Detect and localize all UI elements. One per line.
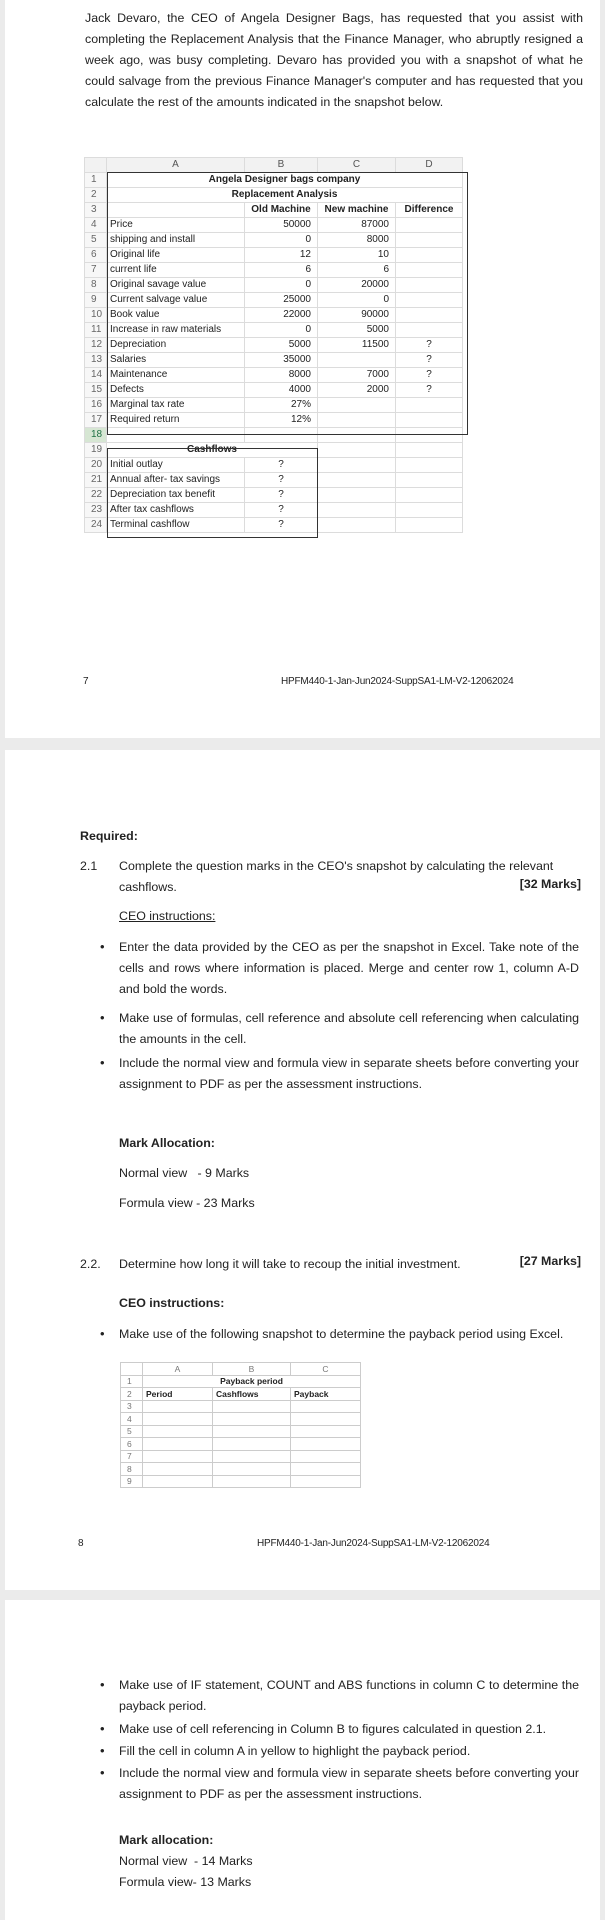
payback-title: Payback period xyxy=(143,1375,361,1388)
row-number: 1 xyxy=(121,1375,143,1388)
row-number: 4 xyxy=(85,217,107,232)
replacement-analysis-snapshot xyxy=(84,157,463,533)
question-2-1-text-cont: cashflows. xyxy=(119,880,177,894)
new-machine-value: 6 xyxy=(318,262,396,277)
row-label: Maintenance xyxy=(107,367,245,382)
sheet-row xyxy=(85,322,463,337)
cell xyxy=(213,1475,291,1488)
cashflow-label: Depreciation tax benefit xyxy=(107,487,245,502)
cashflow-value: ? xyxy=(245,502,318,517)
row-number: 11 xyxy=(85,322,107,337)
page3-bullet-1: Make use of IF statement, COUNT and ABS functions in column C to determine the payback period. xyxy=(119,1678,579,1713)
ceo-instructions-heading-2: CEO instructions: xyxy=(119,1296,225,1310)
sheet-row xyxy=(85,187,463,202)
cell xyxy=(291,1475,361,1488)
difference-value xyxy=(396,307,463,322)
normal-view-marks-2: Normal view - 14 Marks xyxy=(119,1854,253,1868)
old-machine-value: 22000 xyxy=(245,307,318,322)
row-number: 15 xyxy=(85,382,107,397)
difference-value xyxy=(396,277,463,292)
sheet-row xyxy=(85,412,463,427)
row-number: 1 xyxy=(85,172,107,187)
row-number: 9 xyxy=(85,292,107,307)
new-machine-value: 0 xyxy=(318,292,396,307)
mark-allocation-heading: Mark Allocation: xyxy=(119,1136,215,1150)
sheet-row xyxy=(85,277,463,292)
cell xyxy=(143,1463,213,1476)
document-page-7 xyxy=(5,0,600,738)
new-machine-value: 20000 xyxy=(318,277,396,292)
row-number: 5 xyxy=(85,232,107,247)
cashflow-value: ? xyxy=(245,487,318,502)
new-machine-value xyxy=(318,412,396,427)
old-machine-value: 0 xyxy=(245,232,318,247)
row-number: 6 xyxy=(85,247,107,262)
payback-row xyxy=(121,1400,361,1413)
sheet-row xyxy=(85,442,463,457)
payback-row xyxy=(121,1413,361,1426)
question-2-2-marks: [27 Marks] xyxy=(519,1254,581,1268)
payback-row xyxy=(121,1388,361,1401)
page3-bullet-3: Fill the cell in column A in yellow to highlight the payback period. xyxy=(119,1744,471,1758)
payback-period-snapshot xyxy=(120,1362,361,1488)
row-number: 13 xyxy=(85,352,107,367)
row-label: Marginal tax rate xyxy=(107,397,245,412)
column-title: New machine xyxy=(318,202,396,217)
cell xyxy=(213,1413,291,1426)
old-machine-value: 8000 xyxy=(245,367,318,382)
sheet-row xyxy=(85,472,463,487)
column-header: A xyxy=(107,158,245,173)
old-machine-value: 35000 xyxy=(245,352,318,367)
row-number: 18 xyxy=(85,427,107,442)
cell xyxy=(318,472,396,487)
cashflow-value: ? xyxy=(245,517,318,532)
bullet-marker: • xyxy=(100,1677,105,1692)
cell xyxy=(291,1438,361,1451)
page3-bullet-2: Make use of cell referencing in Column B to figures calculated in question 2.1. xyxy=(119,1722,547,1736)
difference-value xyxy=(396,397,463,412)
page3-bullet-4: Include the normal view and formula view in separate sheets before converting your assignment to PDF as per the assessment instructions. xyxy=(119,1766,579,1801)
difference-value xyxy=(396,262,463,277)
new-machine-value xyxy=(318,352,396,367)
difference-value: ? xyxy=(396,337,463,352)
payback-row xyxy=(121,1375,361,1388)
row-label: Increase in raw materials xyxy=(107,322,245,337)
old-machine-value: 0 xyxy=(245,322,318,337)
cell xyxy=(107,202,245,217)
column-header: C xyxy=(291,1363,361,1376)
new-machine-value xyxy=(318,397,396,412)
payback-column-title: Cashflows xyxy=(213,1388,291,1401)
bullet-marker: • xyxy=(100,1055,105,1070)
corner-cell xyxy=(121,1363,143,1376)
row-number: 3 xyxy=(121,1400,143,1413)
page-footer: HPFM440-1-Jan-Jun2024-SuppSA1-LM-V2-12062024 xyxy=(281,676,514,687)
sheet-row xyxy=(85,397,463,412)
row-number: 2 xyxy=(121,1388,143,1401)
difference-value xyxy=(396,292,463,307)
sheet-row xyxy=(85,172,463,187)
old-machine-value: 12 xyxy=(245,247,318,262)
cell xyxy=(143,1438,213,1451)
bullet-marker: • xyxy=(100,1765,105,1780)
question-2-1-text: Complete the question marks in the CEO's snapshot by calculating the relevant xyxy=(119,859,554,873)
cashflow-label: Terminal cashflow xyxy=(107,517,245,532)
row-number: 8 xyxy=(85,277,107,292)
cell xyxy=(318,487,396,502)
instruction-bullet-3: Include the normal view and formula view in separate sheets before converting your assignment to PDF as per the assessment instructions. xyxy=(119,1056,579,1091)
row-label: shipping and install xyxy=(107,232,245,247)
row-label: Original savage value xyxy=(107,277,245,292)
question-2-1-marks: [32 Marks] xyxy=(519,877,581,891)
cell xyxy=(213,1425,291,1438)
row-label: Depreciation xyxy=(107,337,245,352)
sheet-row xyxy=(85,247,463,262)
column-header: B xyxy=(213,1363,291,1376)
payback-column-title: Payback xyxy=(291,1388,361,1401)
cell xyxy=(318,517,396,532)
company-name-cell: Angela Designer bags company xyxy=(107,172,463,187)
row-number: 7 xyxy=(85,262,107,277)
new-machine-value: 2000 xyxy=(318,382,396,397)
sheet-row xyxy=(85,262,463,277)
cashflow-label: Annual after- tax savings xyxy=(107,472,245,487)
payback-row xyxy=(121,1475,361,1488)
cell xyxy=(143,1413,213,1426)
formula-view-marks-2: Formula view- 13 Marks xyxy=(119,1875,252,1889)
sheet-row xyxy=(85,158,463,173)
old-machine-value: 50000 xyxy=(245,217,318,232)
row-number: 10 xyxy=(85,307,107,322)
old-machine-value: 5000 xyxy=(245,337,318,352)
sheet-row xyxy=(85,367,463,382)
sheet-row xyxy=(85,232,463,247)
sheet-row xyxy=(85,517,463,532)
cell xyxy=(213,1400,291,1413)
cell xyxy=(318,442,396,457)
old-machine-value: 0 xyxy=(245,277,318,292)
column-title: Difference xyxy=(396,202,463,217)
ceo-instructions-heading: CEO instructions: xyxy=(119,909,216,923)
sheet-row xyxy=(85,487,463,502)
cashflow-label: After tax cashflows xyxy=(107,502,245,517)
payback-instruction-bullet: Make use of the following snapshot to determine the payback period using Excel. xyxy=(119,1327,564,1341)
cell xyxy=(291,1413,361,1426)
sheet-row xyxy=(85,427,463,442)
row-number: 24 xyxy=(85,517,107,532)
sheet-row xyxy=(85,307,463,322)
row-label: Current salvage value xyxy=(107,292,245,307)
old-machine-value: 27% xyxy=(245,397,318,412)
cell xyxy=(213,1463,291,1476)
row-number: 8 xyxy=(121,1463,143,1476)
cell xyxy=(318,457,396,472)
column-header: A xyxy=(143,1363,213,1376)
page-number-2: 8 xyxy=(78,1538,84,1549)
row-label: Required return xyxy=(107,412,245,427)
sheet-row xyxy=(85,202,463,217)
new-machine-value: 87000 xyxy=(318,217,396,232)
bullet-marker: • xyxy=(100,1010,105,1025)
old-machine-value: 12% xyxy=(245,412,318,427)
cell xyxy=(396,472,463,487)
difference-value: ? xyxy=(396,352,463,367)
row-number: 21 xyxy=(85,472,107,487)
cell xyxy=(396,487,463,502)
difference-value xyxy=(396,412,463,427)
payback-column-title: Period xyxy=(143,1388,213,1401)
sheet-row xyxy=(85,292,463,307)
row-label: current life xyxy=(107,262,245,277)
payback-row xyxy=(121,1425,361,1438)
new-machine-value: 11500 xyxy=(318,337,396,352)
cashflow-value: ? xyxy=(245,472,318,487)
difference-value: ? xyxy=(396,367,463,382)
sheet-row xyxy=(85,382,463,397)
row-number: 9 xyxy=(121,1475,143,1488)
cell xyxy=(245,427,318,442)
corner-cell xyxy=(85,158,107,173)
difference-value xyxy=(396,232,463,247)
new-machine-value: 90000 xyxy=(318,307,396,322)
replacement-analysis-title: Replacement Analysis xyxy=(107,187,463,202)
sheet-row xyxy=(85,502,463,517)
cell xyxy=(143,1425,213,1438)
row-number: 7 xyxy=(121,1450,143,1463)
page-number: 7 xyxy=(83,676,89,687)
intro-paragraph: Jack Devaro, the CEO of Angela Designer Bags, has requested that you assist with completing the Replacement Analysis that the Finance Manager, who abruptly resigned a week ago, was busy completing. Devaro has provided you with a snapshot of what he could salvage from the previous Finance Manager's computer and has requested that you calculate the rest of the amounts indicated in the snapshot below. xyxy=(85,11,583,109)
row-number: 16 xyxy=(85,397,107,412)
cell xyxy=(396,427,463,442)
cell xyxy=(143,1450,213,1463)
bullet-marker: • xyxy=(100,1721,105,1736)
cell xyxy=(291,1400,361,1413)
cell xyxy=(396,457,463,472)
row-number: 19 xyxy=(85,442,107,457)
cell xyxy=(213,1438,291,1451)
row-number: 20 xyxy=(85,457,107,472)
old-machine-value: 4000 xyxy=(245,382,318,397)
mark-allocation-heading-2: Mark allocation: xyxy=(119,1833,214,1847)
old-machine-value: 6 xyxy=(245,262,318,277)
question-2-2-number: 2.2. xyxy=(80,1257,101,1271)
column-title: Old Machine xyxy=(245,202,318,217)
question-2-2-text: Determine how long it will take to recoup the initial investment. xyxy=(119,1257,461,1271)
new-machine-value: 8000 xyxy=(318,232,396,247)
payback-row xyxy=(121,1450,361,1463)
cashflow-label: Initial outlay xyxy=(107,457,245,472)
instruction-bullet-2: Make use of formulas, cell reference and absolute cell referencing when calculating the amounts in the cell. xyxy=(119,1011,579,1046)
row-number: 12 xyxy=(85,337,107,352)
cell xyxy=(291,1450,361,1463)
difference-value: ? xyxy=(396,382,463,397)
payback-row xyxy=(121,1363,361,1376)
row-number: 6 xyxy=(121,1438,143,1451)
column-header: B xyxy=(245,158,318,173)
row-label: Original life xyxy=(107,247,245,262)
difference-value xyxy=(396,322,463,337)
column-header: C xyxy=(318,158,396,173)
column-header: D xyxy=(396,158,463,173)
sheet-row xyxy=(85,457,463,472)
cell xyxy=(396,517,463,532)
payback-row xyxy=(121,1463,361,1476)
normal-view-marks: Normal view - 9 Marks xyxy=(119,1166,250,1180)
row-label: Book value xyxy=(107,307,245,322)
row-label: Salaries xyxy=(107,352,245,367)
instruction-bullet-1: Enter the data provided by the CEO as per the snapshot in Excel. Take note of the cells and rows where information is placed. Merge and center row 1, column A-D and bold the words. xyxy=(119,940,579,996)
cell xyxy=(318,427,396,442)
required-heading: Required: xyxy=(80,829,138,843)
sheet-row xyxy=(85,217,463,232)
difference-value xyxy=(396,247,463,262)
cell xyxy=(291,1463,361,1476)
cell xyxy=(143,1400,213,1413)
new-machine-value: 5000 xyxy=(318,322,396,337)
new-machine-value: 7000 xyxy=(318,367,396,382)
row-number: 17 xyxy=(85,412,107,427)
row-number: 22 xyxy=(85,487,107,502)
row-number: 23 xyxy=(85,502,107,517)
cell xyxy=(396,442,463,457)
sheet-row xyxy=(85,352,463,367)
cell xyxy=(213,1450,291,1463)
cashflows-title: Cashflows xyxy=(107,442,318,457)
cell xyxy=(143,1475,213,1488)
row-number: 2 xyxy=(85,187,107,202)
cashflow-value: ? xyxy=(245,457,318,472)
row-number: 5 xyxy=(121,1425,143,1438)
cell xyxy=(396,502,463,517)
row-number: 3 xyxy=(85,202,107,217)
payback-row xyxy=(121,1438,361,1451)
question-2-1-number: 2.1 xyxy=(80,859,98,873)
row-label: Price xyxy=(107,217,245,232)
row-number: 14 xyxy=(85,367,107,382)
cell xyxy=(318,502,396,517)
page-footer-2: HPFM440-1-Jan-Jun2024-SuppSA1-LM-V2-12062024 xyxy=(257,1538,490,1549)
bullet-marker: • xyxy=(100,939,105,954)
row-label: Defects xyxy=(107,382,245,397)
bullet-marker: • xyxy=(100,1743,105,1758)
cell xyxy=(107,427,245,442)
bullet-marker: • xyxy=(100,1326,105,1341)
row-number: 4 xyxy=(121,1413,143,1426)
cell xyxy=(291,1425,361,1438)
new-machine-value: 10 xyxy=(318,247,396,262)
old-machine-value: 25000 xyxy=(245,292,318,307)
difference-value xyxy=(396,217,463,232)
sheet-row xyxy=(85,337,463,352)
formula-view-marks: Formula view - 23 Marks xyxy=(119,1196,255,1210)
